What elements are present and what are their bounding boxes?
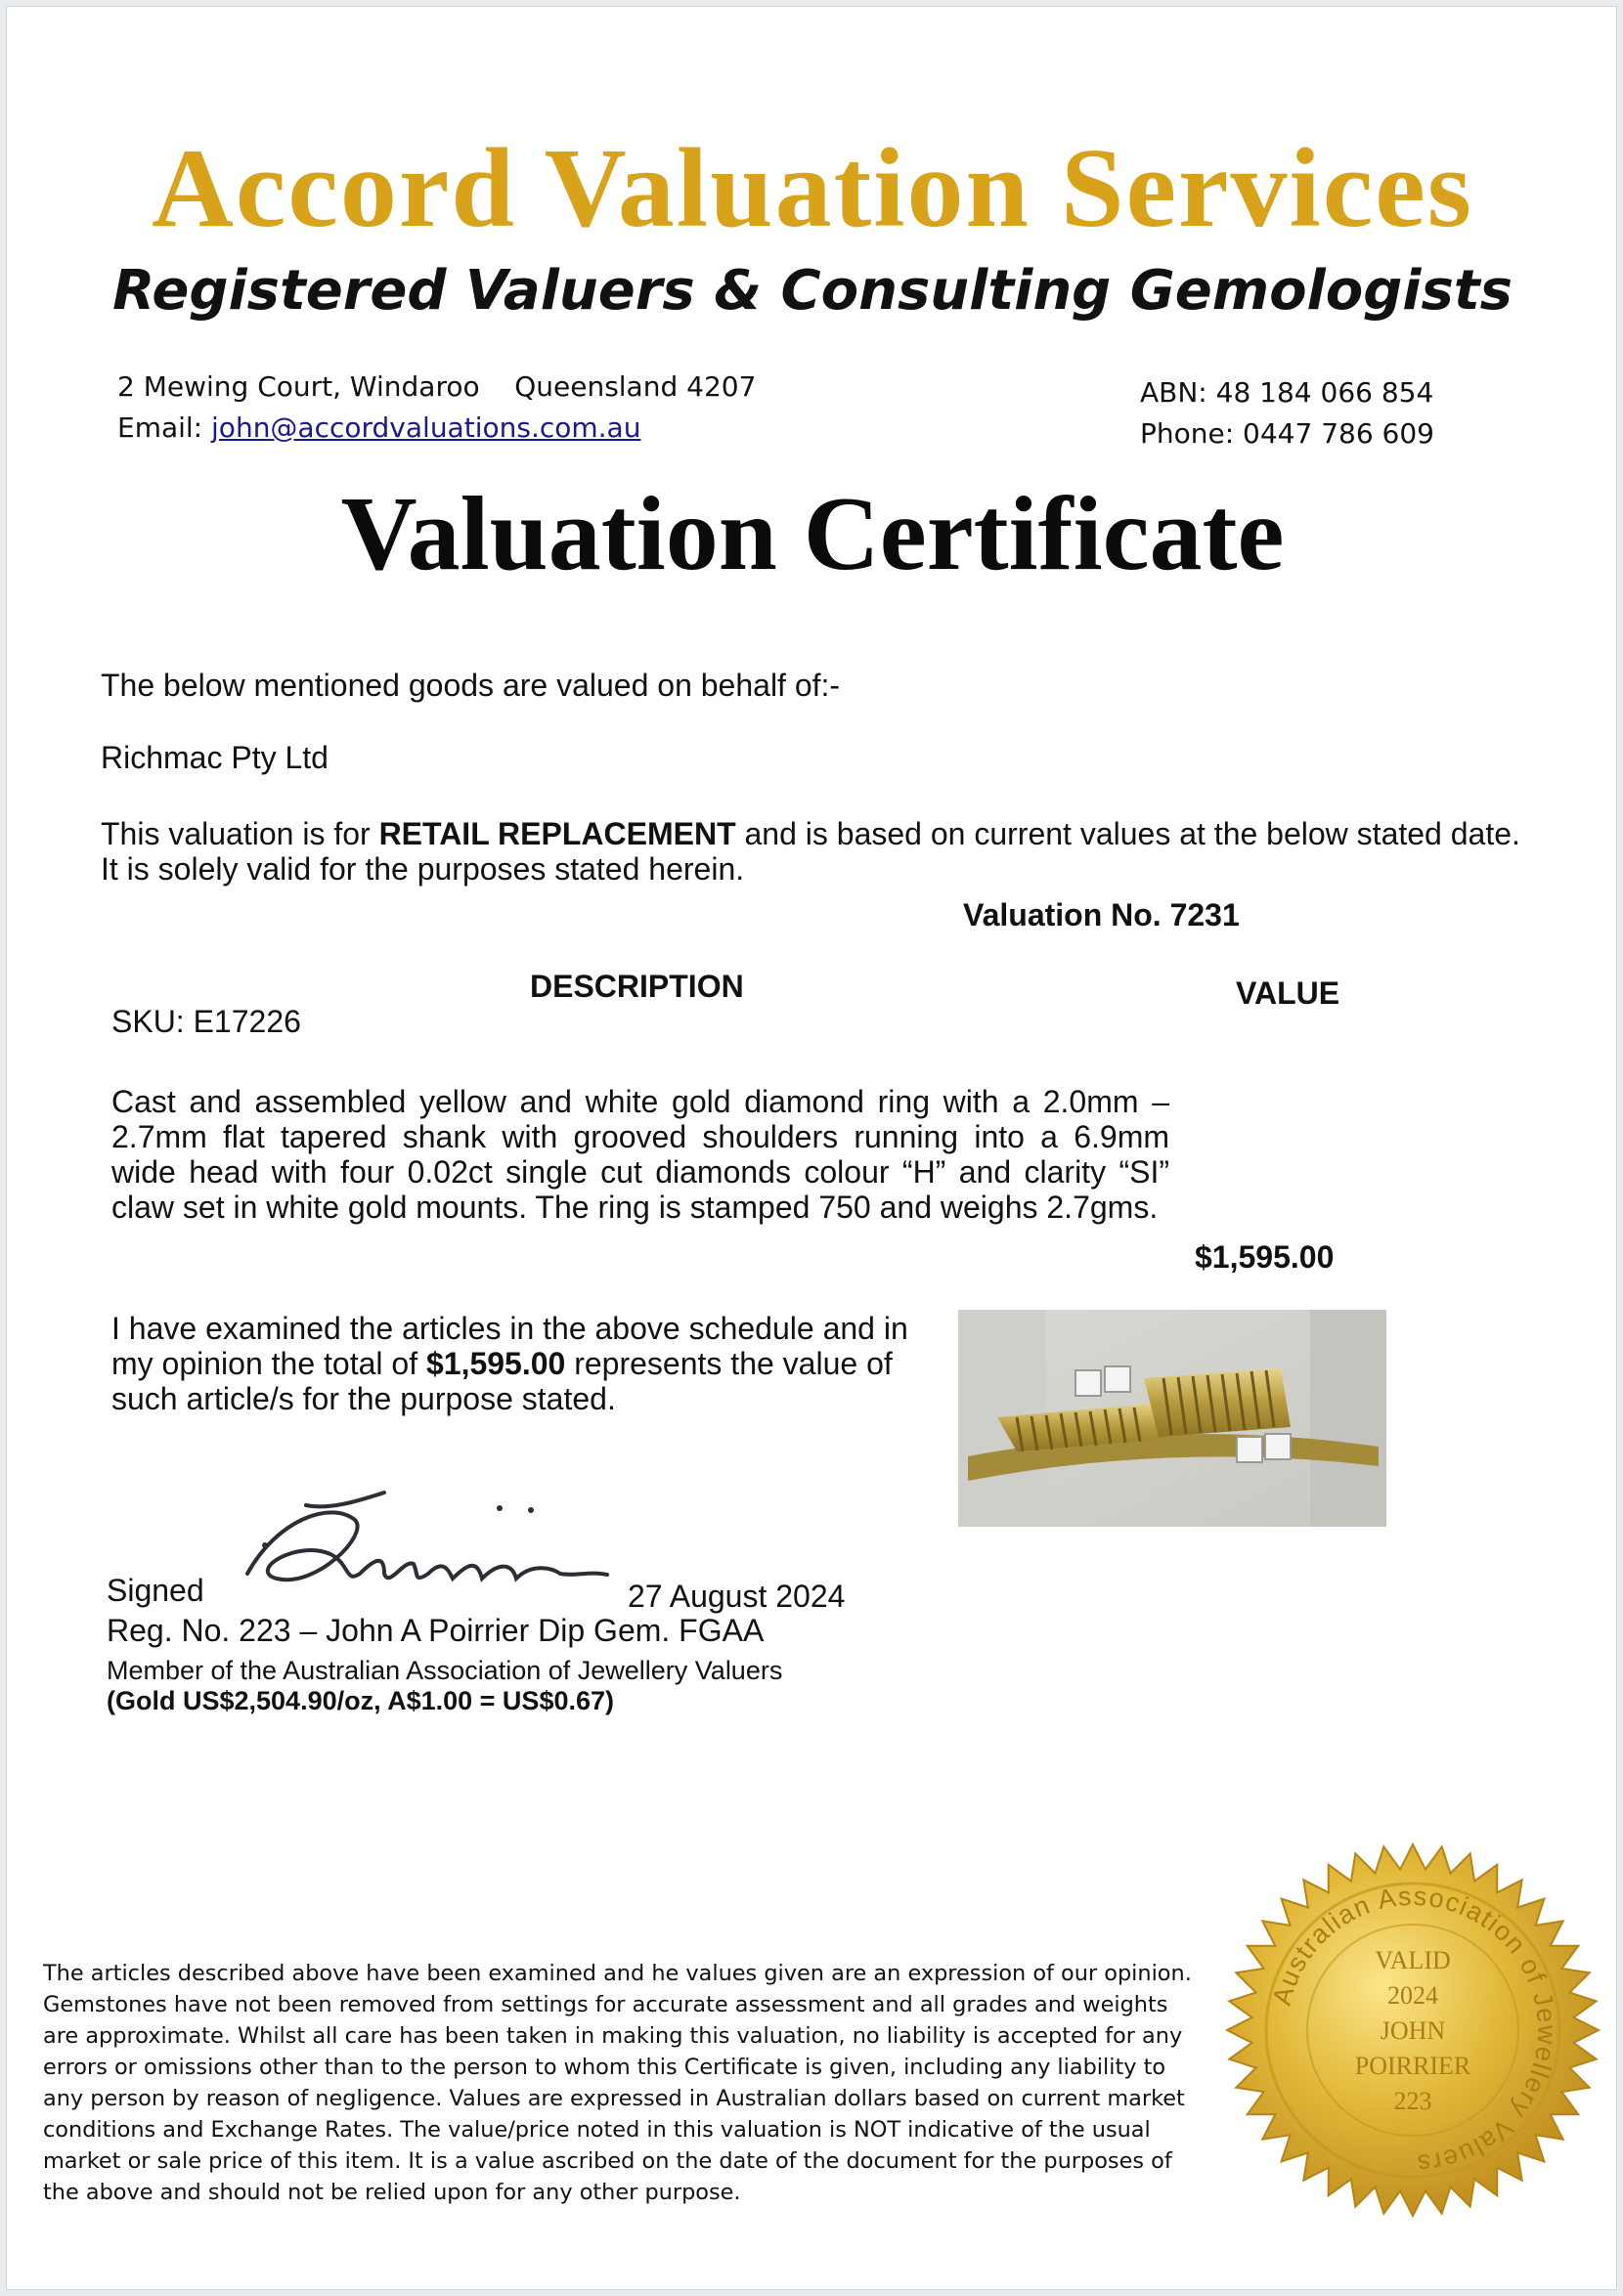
handwritten-signature bbox=[238, 1481, 619, 1608]
seal-line-5: 223 bbox=[1393, 2087, 1432, 2115]
disclaimer-text: The articles described above have been examined and he values given are an expression of our opinion. Gemstones have not been removed from settings for accurate assessment and all grades and weights are approximate. Whilst all care has been taken in making this valuation, no liability is accepted for any errors or omissions other than to the person to whom this Certificate is given, including any liability to any person by reason of negligence. Values are expressed in Australian dollars based on current market conditions and Exchange Rates. The value/price noted in this valuation is NOT indicative of the usual market or sale price of this item. It is a value ascribed on the date of the document for the purposes of the above and should not be relied upon for any other purpose. bbox=[43, 1961, 1192, 2205]
signed-label: Signed bbox=[107, 1573, 204, 1608]
opinion-text bbox=[111, 1311, 938, 1416]
seal-line-2: 2024 bbox=[1387, 1981, 1438, 2010]
item-value: $1,595.00 bbox=[1195, 1239, 1335, 1275]
valuation-number: Valuation No. 7231 bbox=[963, 897, 1240, 932]
email-label: Email: bbox=[117, 412, 212, 444]
company-name: Accord Valuation Services bbox=[152, 126, 1473, 251]
signature-date: 27 August 2024 bbox=[628, 1579, 846, 1614]
abn: ABN: 48 184 066 854 bbox=[1139, 376, 1434, 409]
purpose-suffix: and is based on current values at the below stated date. It is solely valid for the purposes stated herein. bbox=[101, 816, 1520, 887]
purpose-prefix: This valuation is for bbox=[101, 816, 379, 851]
membership: Member of the Australian Association of Jewellery Valuers bbox=[107, 1656, 783, 1685]
seal-ring-text: Australian Association of Jewellery Valuers bbox=[1266, 1881, 1562, 2180]
value-heading: VALUE bbox=[1236, 975, 1340, 1011]
contact-right bbox=[1140, 372, 1434, 455]
seal-line-4: POIRRIER bbox=[1354, 2052, 1471, 2080]
opinion-prefix: I have examined the articles in the above schedule and in my opinion the total of bbox=[111, 1311, 908, 1381]
contact-left bbox=[117, 367, 756, 449]
company-tagline: Registered Valuers & Consulting Gemologists bbox=[112, 259, 1513, 323]
gold-seal bbox=[1222, 1840, 1603, 2221]
ring-photo bbox=[958, 1310, 1386, 1527]
seal-line-3: JOHN bbox=[1380, 2016, 1446, 2045]
address: 2 Mewing Court, Windaroo Queensland 4207 bbox=[117, 370, 757, 403]
sku: SKU: E17226 bbox=[111, 1004, 301, 1039]
purpose-text bbox=[101, 816, 1538, 887]
seal-line-1: VALID bbox=[1375, 1946, 1451, 1974]
opinion-suffix: represents the value of such article/s for the purpose stated. bbox=[111, 1346, 893, 1416]
valuation-certificate-page bbox=[6, 6, 1617, 2290]
purpose-emphasis: RETAIL REPLACEMENT bbox=[378, 816, 736, 851]
gold-rate: (Gold US$2,504.90/oz, A$1.00 = US$0.67) bbox=[107, 1686, 614, 1715]
phone: Phone: 0447 786 609 bbox=[1139, 417, 1434, 450]
certificate-title: Valuation Certificate bbox=[340, 476, 1285, 592]
client-name: Richmac Pty Ltd bbox=[101, 740, 329, 775]
registration: Reg. No. 223 – John A Poirrier Dip Gem. FGAA bbox=[107, 1613, 765, 1648]
intro-text: The below mentioned goods are valued on behalf of:- bbox=[101, 668, 841, 703]
item-description: Cast and assembled yellow and white gold diamond ring with a 2.0mm – 2.7mm flat tapered shank with grooved shoulders running into a 6.9mm wide head with four 0.02ct single cut diamonds colour “H” and clarity “SI” claw set in white gold mounts. The ring is stamped 750 and weighs 2.7gms. bbox=[111, 1084, 1169, 1225]
email-line bbox=[117, 408, 756, 449]
description-heading: DESCRIPTION bbox=[530, 969, 744, 1004]
opinion-total: $1,595.00 bbox=[425, 1346, 566, 1381]
email-link[interactable]: john@accordvaluations.com.au bbox=[211, 412, 641, 444]
